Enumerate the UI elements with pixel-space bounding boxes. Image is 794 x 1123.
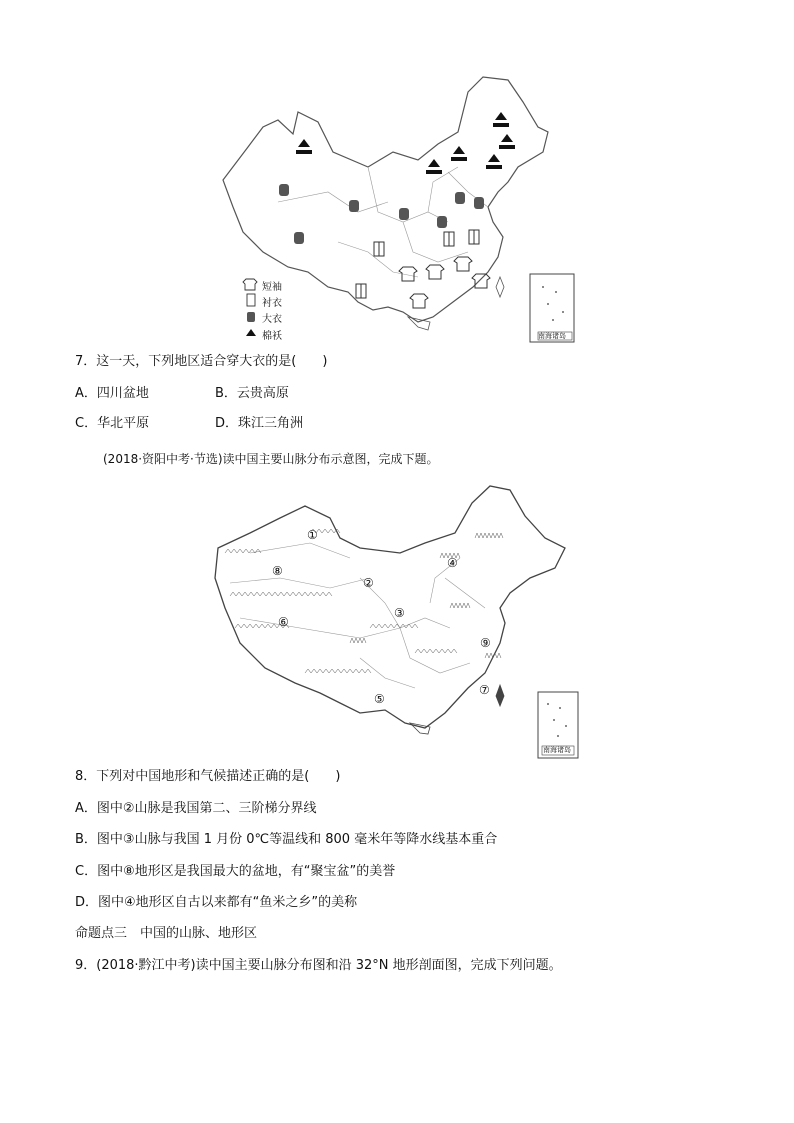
marker-3: ③ xyxy=(394,606,405,620)
question-9-stem: 9．(2018·黔江中考)读中国主要山脉分布图和沿 32°N 地形剖面图，完成下列问题。 xyxy=(75,958,562,973)
legend-shirt: 衬衣 xyxy=(262,298,282,309)
q7-option-a: A．四川盆地 xyxy=(75,386,149,401)
short-sleeve-markers xyxy=(399,257,490,308)
marker-5: ⑤ xyxy=(374,692,385,706)
marker-9: ⑨ xyxy=(480,636,491,650)
inset-label-1: 南海诸岛 xyxy=(538,332,566,340)
mountain-ranges xyxy=(225,529,503,673)
q7-option-d: D．珠江三角洲 xyxy=(215,416,304,431)
section-heading: 命题点三 中国的山脉、地形区 xyxy=(75,926,258,941)
marker-1: ① xyxy=(307,528,318,542)
marker-4: ④ xyxy=(447,556,458,570)
question-8-stem: 8．下列对中国地形和气候描述正确的是( ) xyxy=(75,769,341,784)
legend-icons xyxy=(243,279,257,336)
mountain-map xyxy=(210,478,580,760)
inset-label-2: 南海诸岛 xyxy=(543,746,571,754)
intro-text: (2018·资阳中考·节选)读中国主要山脉分布示意图，完成下题。 xyxy=(103,452,439,466)
q7-option-b: B．云贵高原 xyxy=(215,386,289,401)
q8-option-c: C．图中⑧地形区是我国最大的盆地，有“聚宝盆”的美誉 xyxy=(75,864,396,879)
marker-6: ⑥ xyxy=(278,615,289,629)
legend-short-sleeve: 短袖 xyxy=(262,282,282,293)
clothing-map xyxy=(218,72,578,347)
legend-cotton-jacket: 棉袄 xyxy=(262,331,282,342)
q8-option-a: A．图中②山脉是我国第二、三阶梯分界线 xyxy=(75,801,317,816)
q8-option-b: B．图中③山脉与我国 1 月份 0℃等温线和 800 毫米年等降水线基本重合 xyxy=(75,832,498,847)
q7-option-c: C．华北平原 xyxy=(75,416,150,431)
overcoat-markers xyxy=(279,184,484,244)
question-7-stem: 7．这一天，下列地区适合穿大衣的是( ) xyxy=(75,354,328,369)
q8-option-d: D．图中④地形区自古以来都有“鱼米之乡”的美称 xyxy=(75,895,358,910)
legend-overcoat: 大衣 xyxy=(262,314,282,325)
marker-7: ⑦ xyxy=(479,683,490,697)
marker-2: ② xyxy=(363,576,374,590)
marker-8: ⑧ xyxy=(272,564,283,578)
shirt-markers xyxy=(356,230,479,298)
